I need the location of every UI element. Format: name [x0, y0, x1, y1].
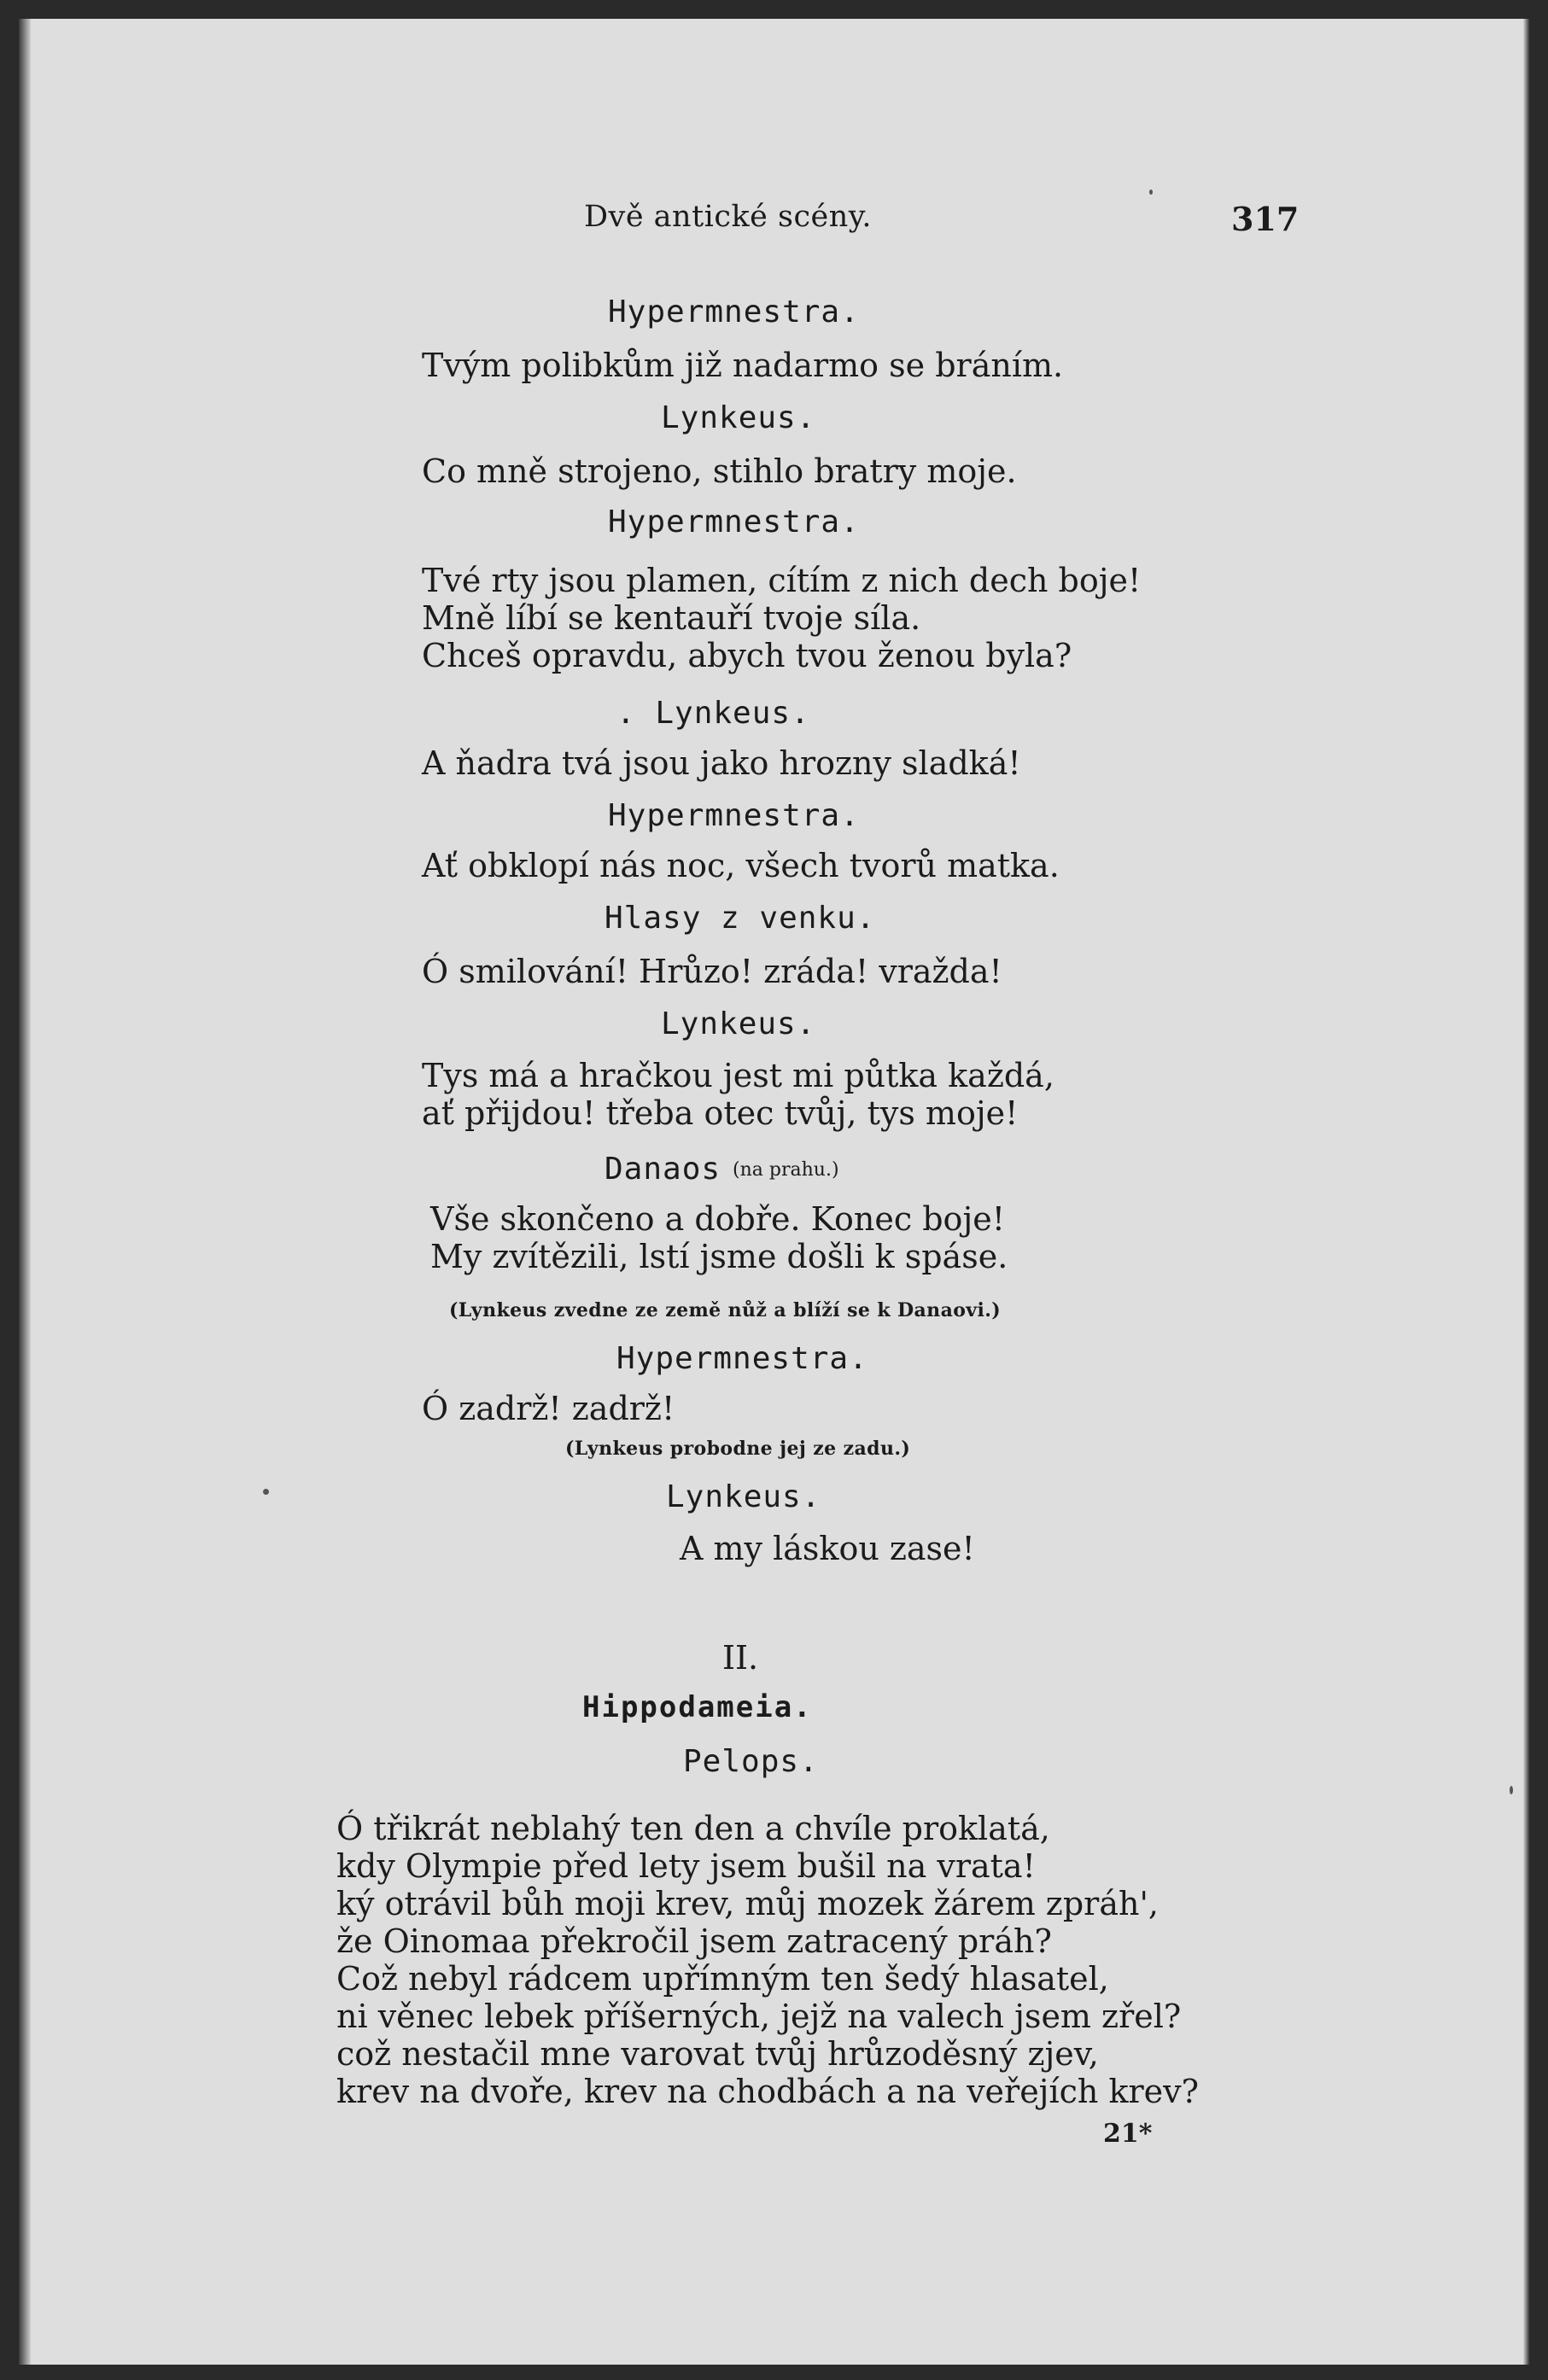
speaker-name: Lynkeus. — [661, 1006, 816, 1041]
verse-line: Chceš opravdu, abych tvou ženou byla? — [422, 637, 1072, 674]
speaker-name: Lynkeus. — [666, 1479, 821, 1514]
speaker-name: Hypermnestra. — [608, 798, 860, 833]
running-head-title: Dvě antické scény. — [584, 200, 873, 234]
verse-line: krev na dvoře, krev na chodbách a na veřejích krev? — [336, 2073, 1199, 2110]
speaker-name: Hlasy z venku. — [605, 901, 876, 936]
verse-line: Tvé rty jsou plamen, cítím z nich dech boje! — [422, 562, 1142, 599]
scan-speck — [1510, 1786, 1513, 1794]
speaker-name: . Lynkeus. — [616, 696, 810, 731]
section-numeral: II. — [722, 1639, 759, 1677]
stage-direction: (Lynkeus zvedne ze země nůž a blíží se k Danaovi.) — [449, 1299, 1002, 1321]
verse-line: Tvým polibkům již nadarmo se bráním. — [422, 347, 1064, 384]
running-head — [19, 200, 1530, 251]
speaker-name: Pelops. — [683, 1744, 819, 1779]
verse-line: Mně líbí se kentauří tvoje síla. — [422, 599, 921, 637]
verse-line: Co mně strojeno, stihlo bratry moje. — [422, 452, 1017, 490]
page-edge-shadow — [1523, 19, 1530, 2365]
verse-line: kdy Olympie před lety jsem bušil na vrata! — [336, 1847, 1036, 1885]
verse-line: ký otrávil bůh moji krev, můj mozek žárem zpráh', — [336, 1885, 1159, 1922]
verse-line: A ňadra tvá jsou jako hrozny sladká! — [422, 744, 1021, 782]
verse-line: Ó smilování! Hrůzo! zráda! vražda! — [422, 953, 1002, 990]
verse-line: ni věnec lebek příšerných, jejž na valech jsem zřel? — [336, 1998, 1182, 2035]
book-page — [19, 19, 1530, 2365]
speaker-name: Lynkeus. — [661, 400, 816, 435]
speaker-name: Hypermnestra. — [608, 295, 860, 330]
speaker-label: Danaos — [605, 1152, 721, 1187]
scan-speck — [263, 1489, 269, 1495]
page-spine-shadow — [19, 19, 31, 2365]
stage-direction: (na prahu.) — [733, 1159, 839, 1181]
verse-line: Což nebyl rádcem upřímným ten šedý hlasatel, — [336, 1960, 1109, 1998]
verse-line: Ať obklopí nás noc, všech tvorů matka. — [422, 847, 1060, 884]
speaker-name — [605, 1151, 839, 1189]
verse-line: což nestačil mne varovat tvůj hrůzoděsný zjev, — [336, 2035, 1099, 2073]
verse-line: My zvítězili, lstí jsme došli k spáse. — [430, 1238, 1008, 1275]
printer-signature: 21* — [1103, 2119, 1153, 2149]
verse-line: ať přijdou! třeba otec tvůj, tys moje! — [422, 1094, 1019, 1132]
verse-line: Tys má a hračkou jest mi půtka každá, — [422, 1057, 1054, 1094]
speaker-name: Hypermnestra. — [616, 1341, 868, 1376]
scan-speck — [1149, 190, 1153, 195]
verse-line: A my láskou zase! — [680, 1530, 975, 1567]
verse-line: Ó třikrát neblahý ten den a chvíle proklatá, — [336, 1810, 1050, 1847]
verse-line: že Oinomaa překročil jsem zatracený práh? — [336, 1922, 1052, 1960]
verse-line: Vše skončeno a dobře. Konec boje! — [430, 1200, 1005, 1238]
page-number: 317 — [1231, 200, 1300, 238]
verse-line: Ó zadrž! zadrž! — [422, 1390, 675, 1427]
section-title: Hippodameia. — [582, 1690, 813, 1724]
stage-direction: (Lynkeus probodne jej ze zadu.) — [565, 1438, 911, 1460]
speaker-name: Hypermnestra. — [608, 505, 860, 540]
